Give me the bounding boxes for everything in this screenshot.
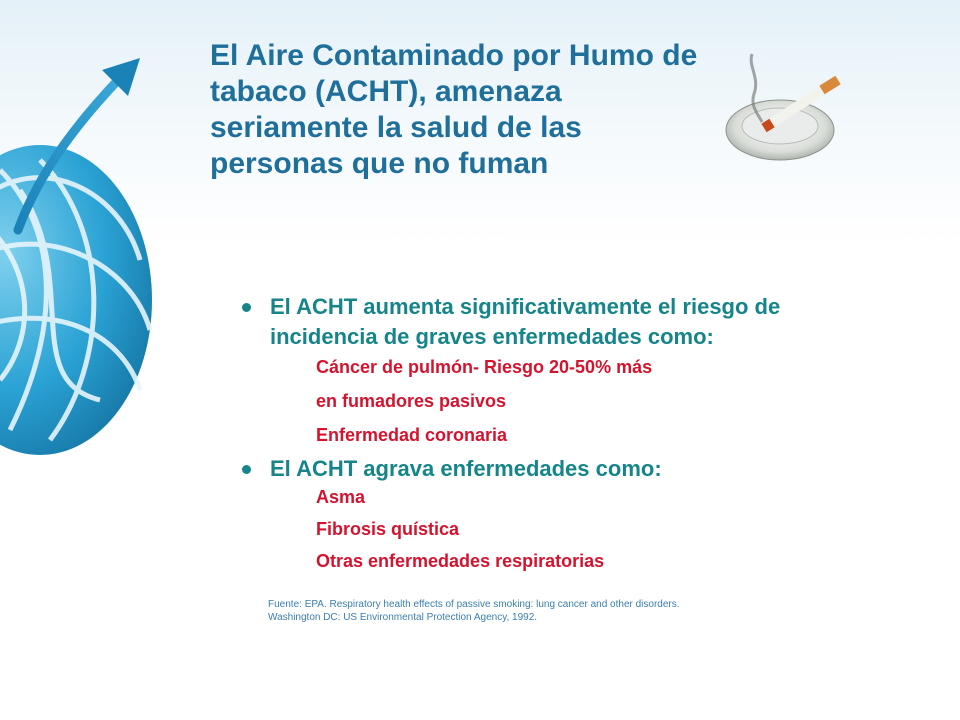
sub-item: en fumadores pasivos: [316, 391, 507, 411]
sub-item: Fibrosis quística: [316, 519, 460, 539]
bullet-icon: [242, 303, 251, 312]
bullet-item-aggravates: [238, 454, 878, 484]
sub-item: Asma: [316, 487, 366, 507]
source-line: Fuente: EPA. Respiratory health effects of passive smoking: lung cancer and other disorders.: [268, 599, 680, 610]
source-line: Washington DC: US Environmental Protection Agency, 1992.: [268, 612, 538, 623]
bullet-item-risk: [238, 292, 878, 352]
sub-item: Cáncer de pulmón- Riesgo 20-50% más: [316, 357, 653, 377]
sub-item: Enfermedad coronaria: [316, 425, 508, 445]
sub-item: Otras enfermedades respiratorias: [316, 551, 605, 571]
bullet-icon: [242, 465, 251, 474]
sub-list-aggravates: [238, 486, 878, 572]
page-title: El Aire Contaminado por Humo de tabaco (ACHT), amenaza seriamente la salud de las personas que no fuman: [210, 39, 698, 180]
ashtray-cigarette-image: [722, 36, 852, 166]
bullet-list: [238, 292, 878, 572]
source-citation: [268, 598, 868, 624]
bullet-text: El ACHT agrava enfermedades como:: [270, 456, 662, 481]
bullet-text: El ACHT aumenta significativamente el riesgo de incidencia de graves enfermedades como:: [270, 294, 781, 349]
sub-list-risk: [238, 356, 878, 446]
